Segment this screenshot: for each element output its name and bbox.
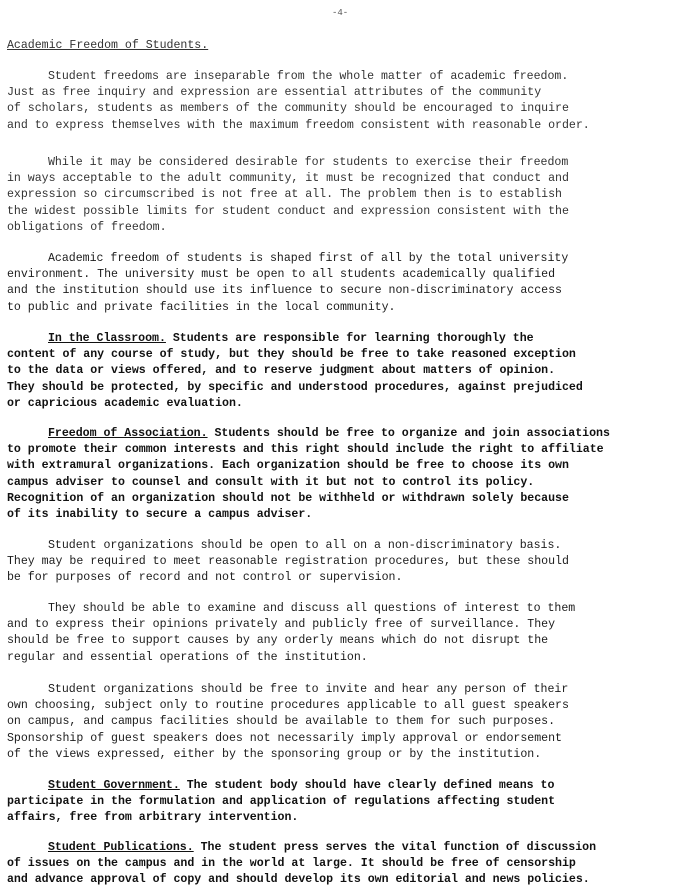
paragraph-student-government [7, 778, 697, 827]
paragraph-line: on campus, and campus facilities should be available to them for such purposes. [7, 715, 556, 729]
paragraph-line: The student body should have clearly defined means to [179, 779, 555, 792]
section-heading: Academic Freedom of Students. [7, 39, 209, 52]
paragraph-line: campus adviser to counsel and consult with it but not to control its policy. [7, 475, 535, 489]
paragraph-line: participate in the formulation and application of regulations affecting student [7, 795, 556, 809]
paragraph-freedom-of-association [7, 426, 697, 523]
paragraph-line: Students should be free to organize and join associations [207, 427, 610, 440]
subheading-freedom-of-association: Freedom of Association. [48, 427, 208, 440]
subheading-student-government: Student Government. [48, 779, 180, 792]
paragraph-non-discriminatory [7, 538, 697, 587]
page-number: -4- [332, 8, 349, 18]
paragraph-adult-community [7, 155, 697, 236]
paragraph-line: They should be protected, by specific and understood procedures, against prejudiced [7, 380, 583, 394]
paragraph-in-the-classroom [7, 331, 697, 412]
paragraph-line: should be free to support causes by any orderly means which do not disrupt the [7, 634, 549, 648]
paragraph-university-environment [7, 251, 697, 316]
paragraph-line: to the data or views offered, and to reserve judgment about matters of opinion. [7, 364, 556, 378]
paragraph-line: obligations of freedom. [7, 220, 167, 234]
paragraph-line: to promote their common interests and this right should include the right to affiliate [7, 443, 604, 457]
paragraph-examine-and-discuss [7, 601, 697, 666]
paragraph-line: be for purposes of record and not control or supervision. [7, 571, 403, 585]
paragraph-guest-speakers [7, 682, 697, 763]
paragraph-line: Student freedoms are inseparable from the whole matter of academic freedom. [48, 70, 569, 83]
paragraph-line: They may be required to meet reasonable registration procedures, but these should [7, 555, 569, 569]
paragraph-line: and the institution should use its influence to secure non-discriminatory access [7, 284, 562, 298]
paragraph-line: Academic freedom of students is shaped first of all by the total university [48, 252, 569, 265]
paragraph-student-publications [7, 840, 697, 889]
paragraph-line: content of any course of study, but they should be free to take reasoned exception [7, 348, 576, 362]
paragraph-line: or capricious academic evaluation. [7, 396, 243, 410]
paragraph-line: Student organizations should be free to invite and hear any person of their [48, 683, 569, 696]
paragraph-line: The student press serves the vital function of discussion [193, 841, 597, 854]
paragraph-line: and to express their opinions privately and publicly free of surveillance. They [7, 618, 556, 632]
paragraph-line: the widest possible limits for student conduct and expression consistent with the [7, 204, 569, 218]
subheading-student-publications: Student Publications. [48, 841, 194, 854]
paragraph-line: Sponsorship of guest speakers does not necessarily imply approval or endorsement [7, 731, 562, 745]
subheading-in-the-classroom: In the Classroom. [48, 332, 166, 345]
paragraph-line: They should be able to examine and discuss all questions of interest to them [48, 602, 576, 615]
paragraph-line: Student organizations should be open to all on a non-discriminatory basis. [48, 539, 562, 552]
paragraph-line: of issues on the campus and in the world at large. It should be free of censorship [7, 857, 576, 871]
paragraph-line: Students are responsible for learning thoroughly the [165, 332, 534, 345]
paragraph-line: in ways acceptable to the adult community, it must be recognized that conduct and [7, 172, 569, 186]
paragraph-line: environment. The university must be open to all students academically qualified [7, 268, 556, 282]
paragraph-line: While it may be considered desirable for students to exercise their freedom [48, 156, 569, 169]
paragraph-line: with extramural organizations. Each organization should be free to choose its own [7, 459, 569, 473]
paragraph-line: own choosing, subject only to routine procedures applicable to all guest speakers [7, 699, 569, 713]
paragraph-line: regular and essential operations of the institution. [7, 650, 368, 664]
paragraph-line: of scholars, students as members of the community should be encouraged to inquire [7, 102, 569, 116]
paragraph-line: of the views expressed, either by the sponsoring group or by the institution. [7, 747, 542, 761]
paragraph-line: expression so circumscribed is not free at all. The problem then is to establish [7, 188, 562, 202]
paragraph-line: and advance approval of copy and should develop its own editorial and news policies. [7, 873, 590, 887]
paragraph-line: affairs, free from arbitrary intervention. [7, 811, 299, 825]
paragraph-line: Just as free inquiry and expression are essential attributes of the community [7, 86, 542, 100]
paragraph-line: and to express themselves with the maximum freedom consistent with reasonable order. [7, 118, 590, 132]
paragraph-student-freedoms [7, 69, 697, 134]
paragraph-line: to public and private facilities in the local community. [7, 300, 396, 314]
paragraph-line: Recognition of an organization should not be withheld or withdrawn solely because [7, 491, 569, 505]
paragraph-line: of its inability to secure a campus adviser. [7, 508, 313, 522]
